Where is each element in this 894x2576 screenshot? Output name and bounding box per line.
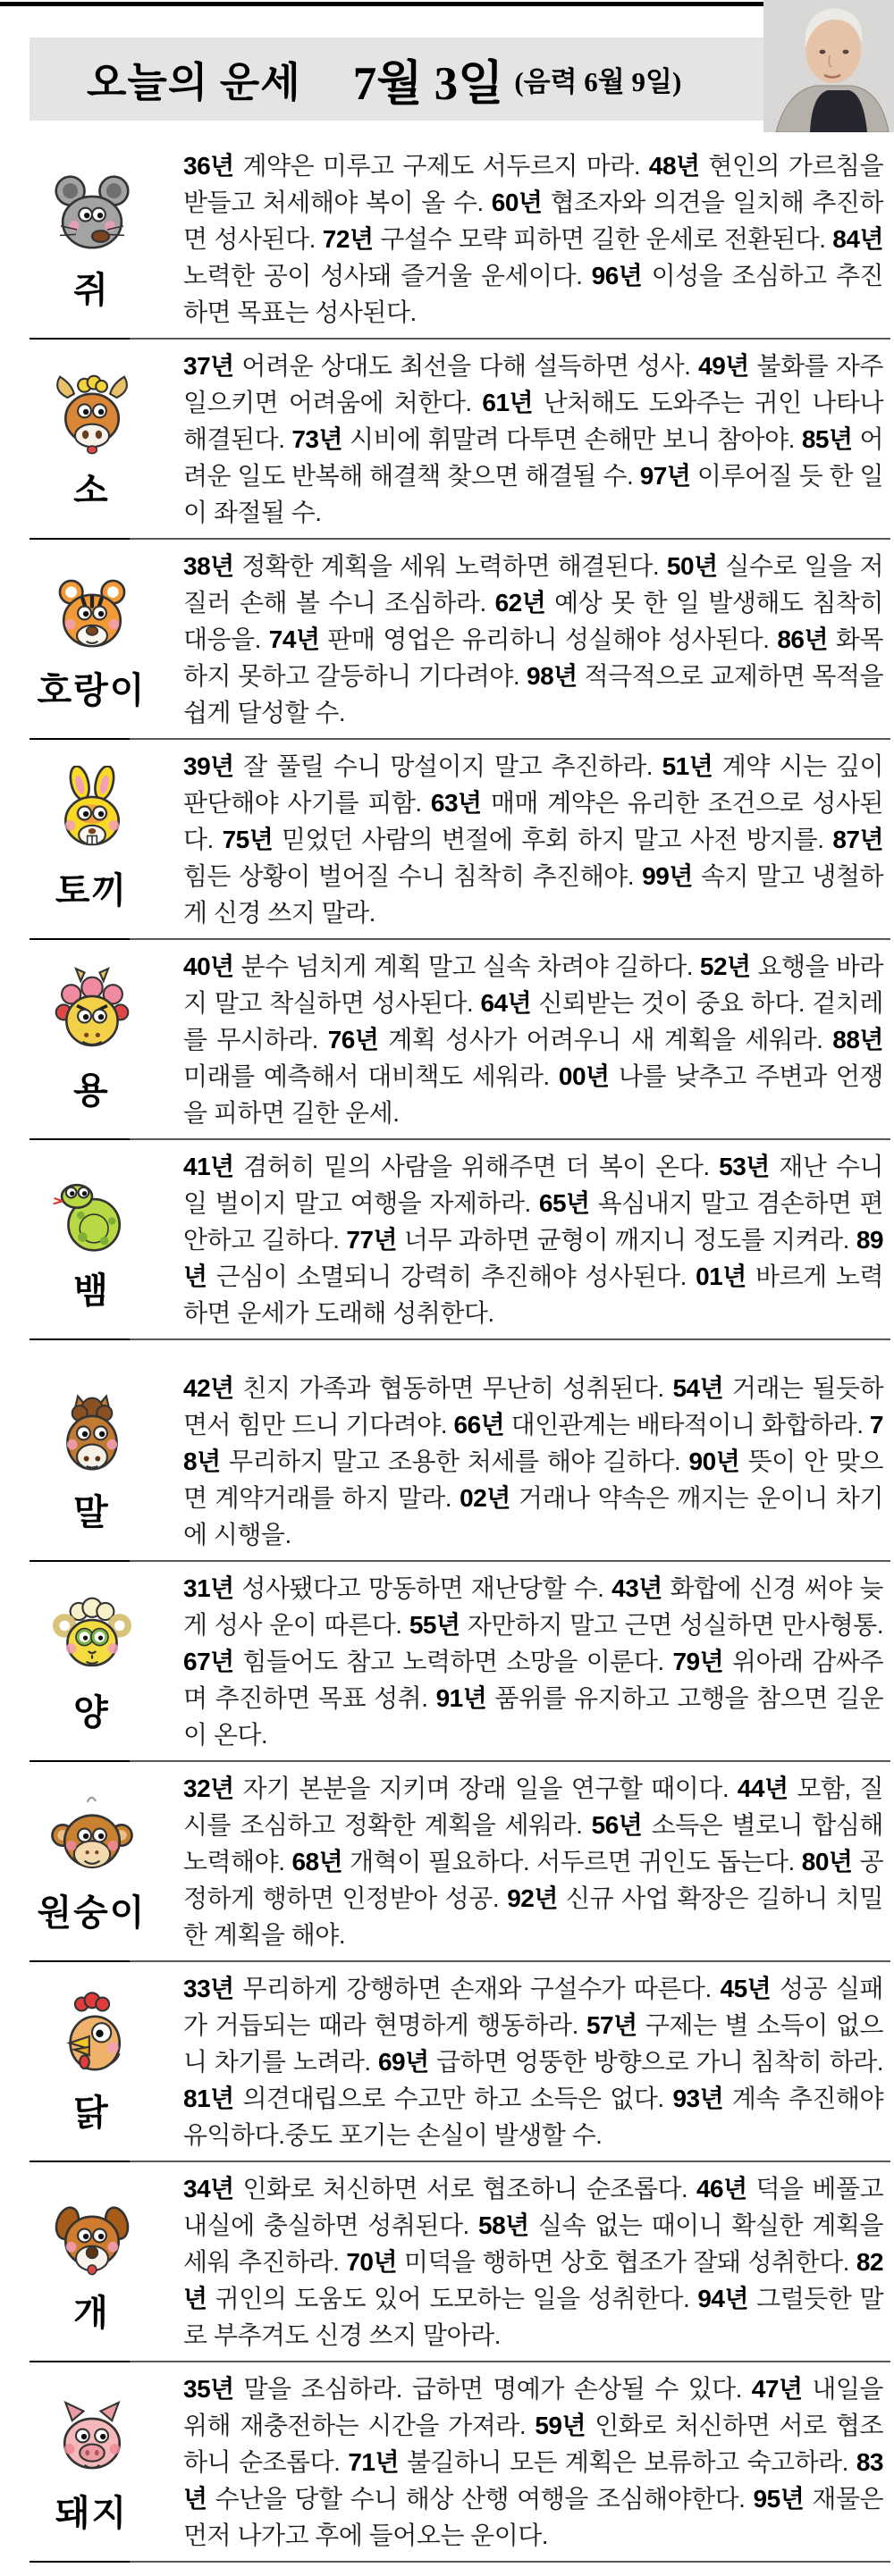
dragon-icon: [39, 966, 145, 1061]
pig-icon: [39, 2388, 145, 2483]
date-label: 7월 3일: [352, 57, 504, 110]
top-rule: [0, 2, 894, 6]
zodiac-row-rooster: [0, 1962, 894, 2161]
rooster-icon: [39, 1988, 145, 2083]
sheep-left-column: [0, 1588, 183, 1735]
pig-left-column: [0, 2388, 183, 2536]
snake-fortune-text: 41년 겸허히 밑의 사람을 위해주면 더 복이 온다. 53년 재난 수니 일 벌이지 말고 여행을 자제하라. 65년 욕심내지 말고 겸손하면 편안하고 길하다. 77년 너무 과하면 균형이 깨지니 정도를 지켜라. 89년 근심이 소멸되니 강력히 추진해야 성사된다. 01년 바르게 노력하면 운세가 도래해 성취한다.: [183, 1152, 883, 1327]
monkey-label: 원숭이: [37, 1892, 147, 1933]
horse-label: 말: [73, 1492, 110, 1532]
rabbit-label: 토끼: [55, 870, 129, 910]
rat-label: 쥐: [73, 270, 110, 310]
monkey-left-column: [0, 1788, 183, 1935]
rat-left-column: [0, 165, 183, 313]
pig-label: 돼지: [55, 2493, 129, 2533]
page-title: 오늘의 운세: [87, 59, 301, 105]
ox-left-column: [0, 365, 183, 513]
zodiac-row-sheep: [0, 1562, 894, 1760]
tiger-fortune-text: 38년 정확한 계획을 세워 노력하면 해결된다. 50년 실수로 일을 저질러 손해 볼 수니 조심하라. 62년 예상 못 한 일 발생해도 침착히 대응을. 74년 판매 영업은 유리하니 성실해야 성사된다. 86년 화목하지 못하고 갈등하니 기다려야. 98년 적극적으로 교제하면 목적을 쉽게 달성할 수.: [183, 551, 883, 726]
tiger-label: 호랑이: [37, 670, 147, 710]
zodiac-row-dog: [0, 2162, 894, 2361]
zodiac-row-monkey: [0, 1762, 894, 1960]
header-bar: [30, 38, 764, 121]
zodiac-row-pig: [0, 2362, 894, 2561]
dog-left-column: [0, 2188, 183, 2336]
monkey-icon: [39, 1788, 145, 1883]
snake-left-column: [0, 1166, 183, 1313]
horse-left-column: [0, 1388, 183, 1535]
zodiac-row-rat: [0, 139, 894, 338]
tiger-icon: [39, 566, 145, 660]
dog-label: 개: [73, 2293, 110, 2333]
lunar-date-label: (음력 6월 9일): [514, 66, 682, 97]
rabbit-fortune-text: 39년 잘 풀릴 수니 망설이지 말고 추진하라. 51년 계약 시는 깊이 판단해야 사기를 피함. 63년 매매 계약은 유리한 조건으로 성사된다. 75년 믿었던 사람의 변절에 후회 하지 말고 사전 방지를. 87년 힘든 상황이 벌어질 수니 침착히 추진해야. 99년 속지 말고 냉철하게 신경 쓰지 말라.: [183, 751, 884, 927]
ox-icon: [39, 365, 145, 460]
dragon-label: 용: [73, 1070, 110, 1111]
dragon-left-column: [0, 966, 183, 1113]
columnist-portrait-image: [763, 0, 894, 132]
ox-label: 소: [73, 470, 110, 510]
zodiac-row-horse: [0, 1362, 894, 1560]
zodiac-row-rabbit: [0, 740, 894, 938]
rooster-fortune-text: 33년 무리하게 강행하면 손재와 구설수가 따른다. 45년 성공 실패가 거듭되는 때라 현명하게 행동하라. 57년 구제는 별 소득이 없으니 차기를 노려라. 69년 급하면 엉뚱한 방향으로 가니 침착히 하라. 81년 의견대립으로 수고만 하고 소득은 없다. 93년 계속 추진해야 유익하다.중도 포기는 손실이 발생할 수.: [183, 1974, 883, 2149]
snake-label: 뱀: [73, 1271, 110, 1311]
snake-icon: [39, 1166, 145, 1261]
dog-fortune-text: 34년 인화로 처신하면 서로 협조하니 순조롭다. 46년 덕을 베풀고 내실에 충실하면 성취된다. 58년 실속 없는 때이니 확실한 계획을 세워 추진하라. 70년 미덕을 행하면 상호 협조가 잘돼 성취한다. 82년 귀인의 도움도 있어 도모하는 일을 성취한다. 94년 그럴듯한 말로 부추겨도 신경 쓰지 말아라.: [183, 2174, 883, 2349]
rat-icon: [39, 165, 145, 260]
rooster-left-column: [0, 1988, 183, 2135]
dragon-fortune-text: 40년 분수 넘치게 계획 말고 실속 차려야 길하다. 52년 요행을 바라지 말고 착실하면 성사된다. 64년 신뢰받는 것이 중요 하다. 겉치레를 무시하라. 76년 계획 성사가 어려우니 새 계획을 세워라. 88년 미래를 예측해서 대비책도 세워라. 00년 나를 낮추고 주변과 언쟁을 피하면 길한 운세.: [183, 952, 883, 1127]
rat-fortune-text: 36년 계약은 미루고 구제도 서두르지 마라. 48년 현인의 가르침을 받들고 처세해야 복이 올 수. 60년 협조자와 의견을 일치해 추진하면 성사된다. 72년 구설수 모략 피하면 길한 운세로 전환된다. 84년 노력한 공이 성사돼 즐거울 운세이다. 96년 이성을 조심하고 추진하면 목표는 성사된다.: [183, 151, 883, 326]
section-divider: [30, 1338, 890, 1340]
rabbit-left-column: [0, 766, 183, 913]
tiger-left-column: [0, 566, 183, 713]
zodiac-sections: [0, 139, 894, 2563]
zodiac-row-dragon: [0, 940, 894, 1138]
horse-icon: [39, 1388, 145, 1482]
dog-icon: [39, 2188, 145, 2283]
sheep-fortune-text: 31년 성사됐다고 망동하면 재난당할 수. 43년 화합에 신경 써야 늦게 성사 운이 따른다. 55년 자만하지 말고 근면 성실하면 만사형통. 67년 힘들어도 참고 노력하면 소망을 이룬다. 79년 위아래 감싸주며 추진하면 목표 성취. 91년 품위를 유지하고 고행을 참으면 길운이 온다.: [183, 1573, 883, 1749]
columnist-photo: [763, 0, 894, 132]
rabbit-icon: [39, 766, 145, 860]
sheep-label: 양: [73, 1692, 110, 1733]
zodiac-row-ox: [0, 340, 894, 538]
pig-fortune-text: 35년 말을 조심하라. 급하면 명예가 손상될 수 있다. 47년 내일을 위해 재충전하는 시간을 가져라. 59년 인화로 처신하면 서로 협조하니 순조롭다. 71년 불길하니 모든 계획은 보류하고 숙고하라. 83년 수난을 당할 수니 해상 산행 여행을 조심해야한다. 95년 재물은 먼저 나가고 후에 들어오는 운이다.: [183, 2374, 883, 2549]
zodiac-row-snake: [0, 1140, 894, 1338]
rooster-label: 닭: [73, 2093, 110, 2133]
section-divider: [30, 2561, 890, 2563]
monkey-fortune-text: 32년 자기 본분을 지키며 장래 일을 연구할 때이다. 44년 모함, 질시를 조심하고 정확한 계획을 세워라. 56년 소득은 별로니 합심해 노력해야. 68년 개혁이 필요하다. 서두르면 귀인도 돕는다. 80년 공정하게 행하면 인정받아 성공. 92년 신규 사업 확장은 길하니 치밀한 계획을 해야.: [183, 1774, 883, 1949]
ox-fortune-text: 37년 어려운 상대도 최선을 다해 설득하면 성사. 49년 불화를 자주 일으키면 어려움에 처한다. 61년 난처해도 도와주는 귀인 나타나 해결된다. 73년 시비에 휘말려 다투면 손해만 보니 참아야. 85년 어려운 일도 반복해 해결책 찾으면 해결될 수. 97년 이루어질 듯 한 일이 좌절될 수.: [183, 351, 883, 526]
zodiac-row-tiger: [0, 540, 894, 738]
sheep-icon: [39, 1588, 145, 1682]
horse-fortune-text: 42년 친지 가족과 협동하면 무난히 성취된다. 54년 거래는 될듯하면서 힘만 드니 기다려야. 66년 대인관계는 배타적이니 화합하라. 78년 무리하지 말고 조용한 처세를 해야 길하다. 90년 뜻이 안 맞으면 계약거래를 하지 말라. 02년 거래나 약속은 깨지는 운이니 차기에 시행을.: [183, 1373, 883, 1548]
